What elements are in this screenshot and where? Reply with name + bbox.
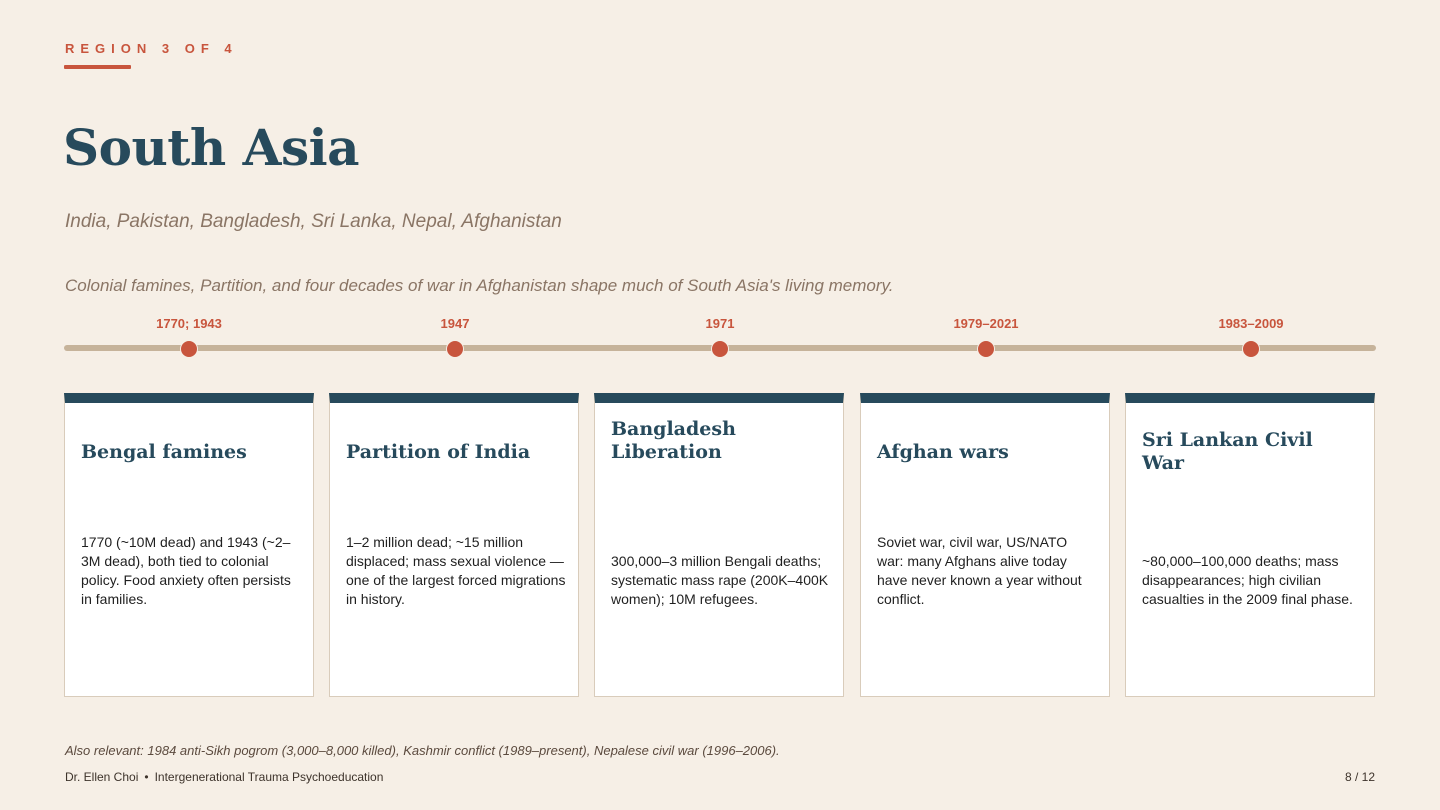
- eyebrow-accent-bar: [64, 65, 131, 69]
- event-card-bengal-famines: [64, 393, 314, 697]
- event-card-body: ~80,000–100,000 deaths; mass disappearances; high civilian casualties in the 2009 final phase.: [1142, 553, 1353, 607]
- footer-author: Dr. Ellen Choi: [65, 770, 139, 784]
- event-card-bangladesh-liberation: [594, 393, 844, 697]
- event-card-body: 1–2 million dead; ~15 million displaced; mass sexual violence — one of the largest forced migrations in history.: [346, 534, 566, 607]
- timeline-dot: [977, 340, 995, 358]
- event-card-title: Bengal famines: [81, 440, 247, 463]
- footnote: Also relevant: 1984 anti-Sikh pogrom (3,000–8,000 killed), Kashmir conflict (1989–present), Nepalese civil war (1996–2006).: [65, 743, 780, 758]
- event-card-afghan-wars: [860, 393, 1110, 697]
- event-card-body: 300,000–3 million Bengali deaths; systematic mass rape (200K–400K women); 10M refugees.: [611, 553, 829, 607]
- event-card-partition: [329, 393, 579, 697]
- timeline-dot: [711, 340, 729, 358]
- event-card-sri-lankan-civil-war: [1125, 393, 1375, 697]
- event-card-title: Afghan wars: [877, 440, 1009, 463]
- timeline-date: 1983–2009: [1218, 316, 1284, 331]
- page-title: South Asia: [63, 118, 360, 177]
- event-card-body: Soviet war, civil war, US/NATO war: many Afghans alive today have never known a year without conflict.: [877, 534, 1082, 607]
- region-eyebrow: REGION 3 OF 4: [65, 41, 238, 56]
- page-number: 8 / 12: [1344, 770, 1375, 784]
- timeline-date: 1979–2021: [953, 316, 1019, 331]
- timeline-dot: [1242, 340, 1260, 358]
- event-card-title: Sri Lankan Civil War: [1142, 429, 1313, 474]
- footer-credit: [65, 770, 383, 784]
- intro-text: Colonial famines, Partition, and four decades of war in Afghanistan shape much of South Asia's living memory.: [65, 276, 894, 295]
- page-subtitle: India, Pakistan, Bangladesh, Sri Lanka, Nepal, Afghanistan: [65, 211, 562, 232]
- event-card-title: Partition of India: [346, 440, 531, 463]
- timeline-dot: [446, 340, 464, 358]
- event-card-title: Bangladesh Liberation: [611, 418, 736, 463]
- timeline-dot: [180, 340, 198, 358]
- timeline-date: 1770; 1943: [156, 316, 222, 331]
- footer-course: Intergenerational Trauma Psychoeducation: [154, 770, 384, 784]
- timeline-date: 1971: [705, 316, 735, 331]
- timeline-date: 1947: [440, 316, 470, 331]
- footer-separator: •: [144, 770, 149, 784]
- event-card-body: 1770 (~10M dead) and 1943 (~2–3M dead), both tied to colonial policy. Food anxiety often persists in families.: [81, 534, 291, 607]
